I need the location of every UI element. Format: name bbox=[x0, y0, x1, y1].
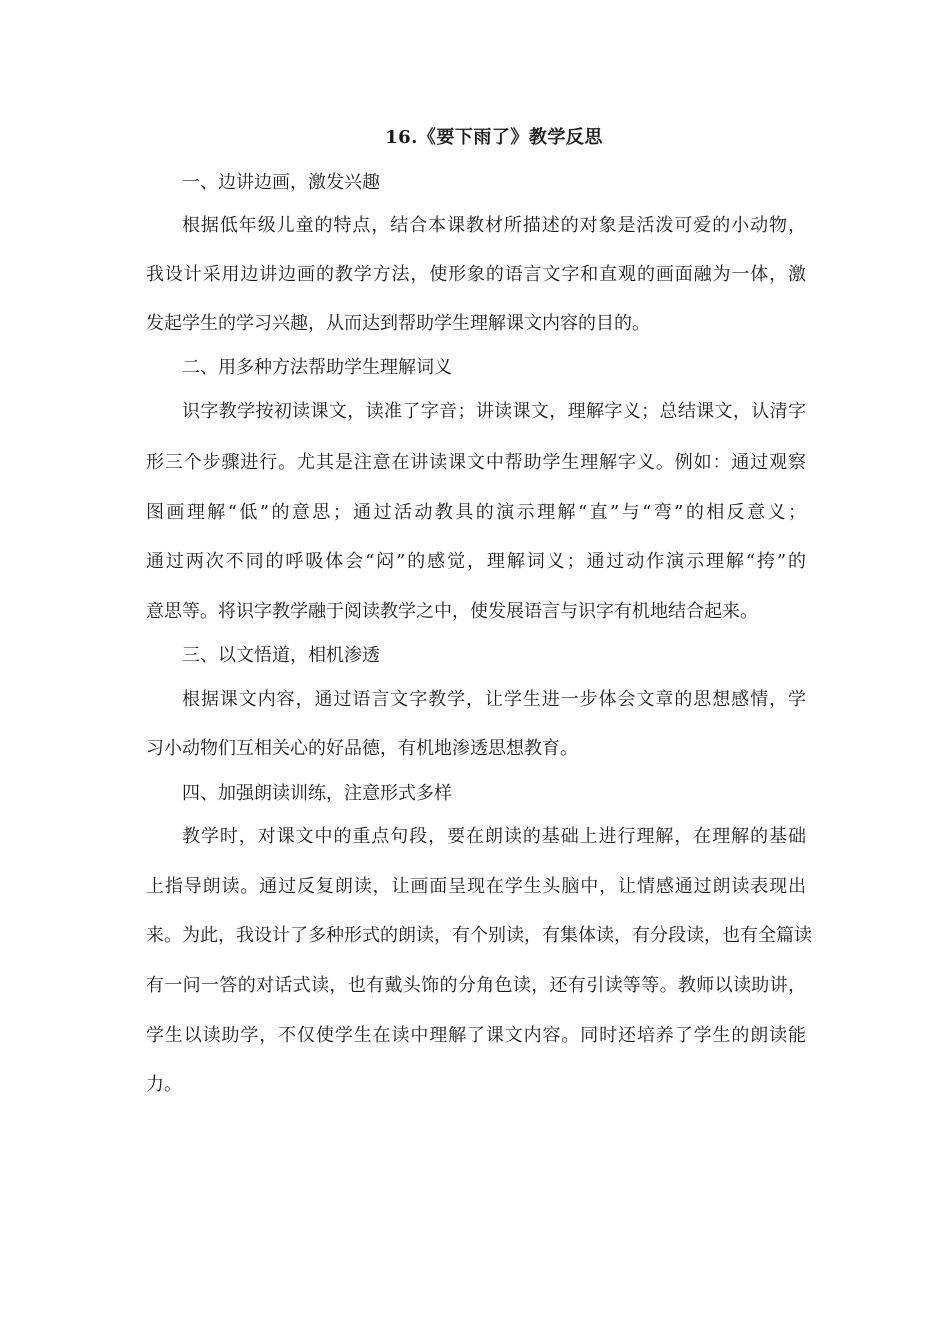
paragraph-line: 我设计采用边讲边画的教学方法，使形象的语言文字和直观的画面融为一体，激 bbox=[146, 264, 806, 285]
section-heading-4: 四、加强朗读训练，注意形式多样 bbox=[182, 783, 452, 804]
paragraph-line: 力。 bbox=[146, 1074, 182, 1095]
section-heading-3: 三、以文悟道，相机渗透 bbox=[182, 645, 380, 666]
paragraph-line: 意思等。将识字教学融于阅读教学之中，使发展语言与识字有机地结合起来。 bbox=[146, 601, 758, 622]
paragraph-line: 形三个步骤进行。尤其是注意在讲读课文中帮助学生理解字义。例如：通过观察 bbox=[146, 452, 806, 473]
paragraph-line: 来。为此，我设计了多种形式的朗读，有个别读，有集体读，有分段读，也有全篇读 bbox=[146, 925, 812, 946]
paragraph-line: 有一问一答的对话式读，也有戴头饰的分角色读，还有引读等等。教师以读助讲， bbox=[146, 975, 806, 996]
paragraph-line: 图画理解“低”的意思；通过活动教具的演示理解“直”与“弯”的相反意义； bbox=[146, 502, 806, 523]
paragraph-line: 发起学生的学习兴趣，从而达到帮助学生理解课文内容的目的。 bbox=[146, 313, 650, 334]
paragraph-line: 习小动物们互相关心的好品德，有机地渗透思想教育。 bbox=[146, 738, 578, 759]
paragraph-line: 学生以读助学，不仅使学生在读中理解了课文内容。同时还培养了学生的朗读能 bbox=[146, 1025, 806, 1046]
paragraph-line: 上指导朗读。通过反复朗读，让画面呈现在学生头脑中，让情感通过朗读表现出 bbox=[146, 876, 806, 897]
section-heading-2: 二、用多种方法帮助学生理解词义 bbox=[182, 357, 452, 378]
paragraph-line: 通过两次不同的呼吸体会“闷”的感觉，理解词义；通过动作演示理解“挎”的 bbox=[146, 551, 806, 572]
paragraph-line: 根据课文内容，通过语言文字教学，让学生进一步体会文章的思想感情，学 bbox=[182, 689, 806, 710]
paragraph-line: 根据低年级儿童的特点，结合本课教材所描述的对象是活泼可爱的小动物， bbox=[182, 215, 806, 236]
paragraph-line: 识字教学按初读课文，读准了字音；讲读课文，理解字义；总结课文，认清字 bbox=[182, 401, 806, 422]
section-heading-1: 一、边讲边画，激发兴趣 bbox=[182, 172, 380, 193]
paragraph-line: 教学时，对课文中的重点句段，要在朗读的基础上进行理解，在理解的基础 bbox=[182, 826, 806, 847]
document-title: 16.《要下雨了》教学反思 bbox=[385, 127, 603, 148]
